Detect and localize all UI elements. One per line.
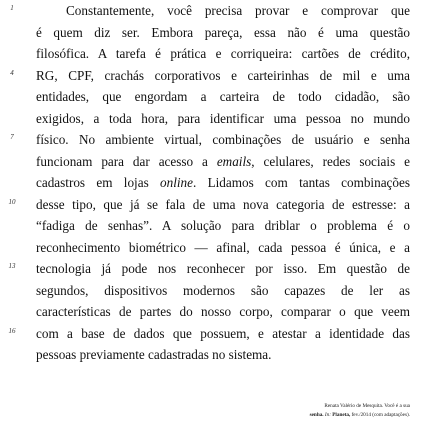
citation-line-1	[310, 402, 410, 411]
text-segment: RG, CPF, crachás corporativos e carteirinhas de mil e uma	[36, 67, 410, 83]
text-line	[36, 323, 410, 345]
citation	[310, 402, 410, 420]
text-segment: . Lidamos com tantas combinações	[192, 175, 410, 190]
citation-source: Planeta,	[332, 412, 351, 418]
text-segment: entidades, que engordam a carteira de todo cidadão, são	[36, 89, 410, 104]
text-segment: tecnologia já pode nos reconhecer por isso. Em questão de	[36, 261, 410, 276]
text-segment: funcionam para dar acesso a	[36, 153, 217, 169]
text-line	[36, 215, 410, 237]
citation-author: Renata Valério de Mesquita. Você é a sua	[324, 403, 410, 409]
text-segment: , celulares, redes sociais e	[251, 153, 410, 169]
line-number: 4	[10, 68, 14, 77]
text-line	[36, 237, 410, 259]
text-segment: exigidos, a toda hora, para identificar uma pessoa no mundo	[36, 110, 410, 126]
text-line	[36, 108, 410, 130]
text-line	[36, 280, 410, 302]
text-segment: físico. No ambiente virtual, combinações de usuário e senha	[36, 132, 410, 147]
text-line	[36, 129, 410, 151]
text-line	[36, 258, 410, 280]
text-segment: filosófica. A tarefa é prática e corriqueira: cartões de crédito,	[36, 46, 410, 61]
text-segment: com a base de dados que possuem, e atestar a identidade das	[36, 325, 410, 341]
text-line	[36, 65, 410, 87]
text-line	[36, 43, 410, 65]
text-line	[36, 194, 410, 216]
text-segment: cadastros em lojas	[36, 175, 161, 190]
text-segment: reconhecimento biométrico — afinal, cada pessoa é única, e a	[36, 239, 410, 255]
text-line	[36, 86, 410, 108]
citation-date: fev./2014 (com adaptações).	[351, 412, 410, 418]
text-segment: características de partes do nosso corpo, comparar o que veem	[36, 304, 410, 319]
text-segment: desse tipo, que já se fala de uma nova categoria de estresse: a	[36, 196, 410, 212]
line-number: 13	[8, 262, 16, 270]
text-line	[36, 344, 410, 366]
text-line	[66, 0, 410, 22]
italic-term: emails	[216, 153, 252, 169]
text-segment: “fadiga de senhas”. A solução para driblar o problema é o	[36, 218, 410, 233]
line-number: 7	[10, 133, 14, 141]
text-line	[36, 172, 410, 194]
citation-in: In:	[324, 412, 331, 418]
text-segment: Constantemente, você precisa provar e comprovar que	[66, 3, 410, 18]
citation-line-2	[310, 411, 410, 420]
italic-term: online	[160, 175, 193, 190]
text-segment: pessoas previamente cadastradas no sistema.	[36, 347, 272, 362]
text-segment: segundos, dispositivos modernos são capazes de ler as	[36, 282, 410, 298]
text-line	[36, 22, 410, 44]
line-number: 1	[10, 4, 14, 12]
line-number: 10	[8, 197, 16, 206]
citation-title-end: senha.	[309, 412, 324, 418]
text-line	[36, 151, 410, 173]
text-line	[36, 301, 410, 323]
text-segment: é quem diz ser. Embora pareça, essa não é uma questão	[36, 24, 410, 40]
line-number: 16	[8, 326, 16, 335]
